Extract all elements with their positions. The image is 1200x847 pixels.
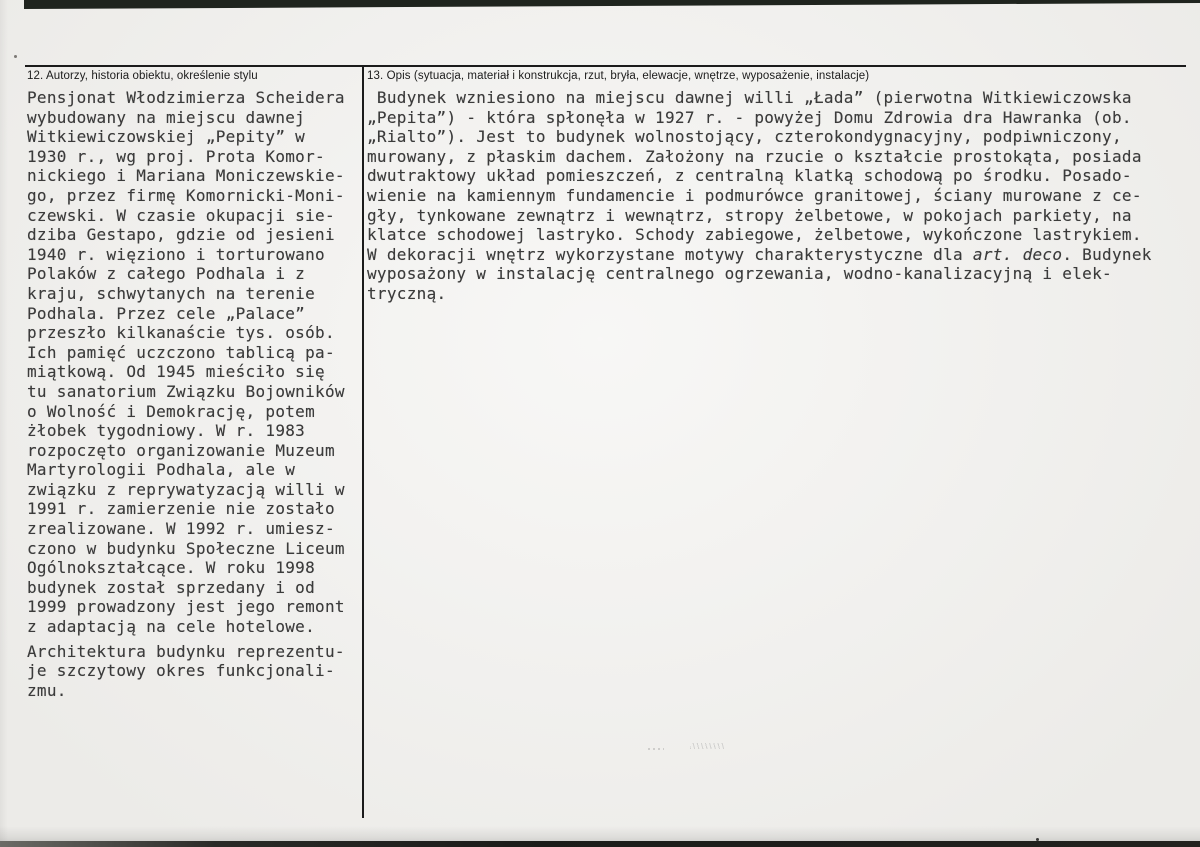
typed-text-line: 1940 r. więziono i torturowano <box>27 244 325 264</box>
typed-text-line: Polaków z całego Podhala i z <box>27 264 306 284</box>
typed-text-line: W dekoracji wnętrz wykorzystane motywy charakterystyczne dla art. deco. Budynek <box>367 244 1152 264</box>
field-12-label: 12. Autorzy, historia obiektu, określenie stylu <box>27 70 258 82</box>
field-13-label: 13. Opis (sytuacja, materiał i konstrukcja, rzut, bryła, elewacje, wnętrze, wyposażenie, instalacje) <box>367 70 870 82</box>
typed-text-line: przeszło kilkanaście tys. osób. <box>27 323 335 343</box>
typed-text-line: murowany, z płaskim dachem. Założony na rzucie o kształcie prostokąta, posiada <box>367 146 1142 166</box>
scan-speck <box>14 55 17 58</box>
typed-text-line: klatce schodowej lastryko. Schody zabiegowe, żelbetowe, wykończone lastrykiem. <box>367 225 1142 245</box>
typed-text-line: zmu. <box>27 680 67 700</box>
scan-edge-bottom <box>0 841 1200 847</box>
typed-text-line: tryczną. <box>367 283 447 303</box>
field-12-typed-text <box>27 88 359 700</box>
typed-text-line: 1999 prowadzony jest jego remont <box>27 597 345 617</box>
column-divider-rule <box>362 65 364 818</box>
typed-text-line: kraju, schwytanych na terenie <box>27 283 316 303</box>
field-13-description <box>367 69 1189 304</box>
typed-text-line: rozpoczęto organizowanie Muzeum <box>27 440 335 460</box>
typed-text-line: czewski. W czasie okupacji sie- <box>27 205 335 225</box>
typed-text-line: z adaptacją na cele hotelowe. <box>27 617 316 637</box>
typed-text-line: dwutraktowy układ pomieszczeń, z centralną klatką schodową po środku. Posado- <box>367 166 1132 186</box>
faint-pencil-mark <box>690 743 724 749</box>
typed-text-line: żłobek tygodniowy. W r. 1983 <box>27 421 306 441</box>
typed-text-line: Martyrologii Podhala, ale w <box>27 460 296 480</box>
typed-text-line: go, przez firmę Komornicki-Moni- <box>27 185 345 205</box>
field-12-authors-history-style <box>27 69 359 700</box>
typed-text-line: wybudowany na miejscu dawnej <box>27 107 306 127</box>
typed-text-line: Pensjonat Włodzimierza Scheidera <box>27 88 345 107</box>
faint-pencil-mark <box>648 748 664 750</box>
typed-text-line: gły, tynkowane zewnątrz i wewnątrz, stropy żelbetowe, w pokojach parkiety, na <box>367 205 1132 225</box>
typed-text-line: Podhala. Przez cele „Palace” <box>27 303 306 323</box>
typed-text-line: 1930 r., wg proj. Prota Komor- <box>27 146 325 166</box>
typed-text-line: tu sanatorium Związku Bojowników <box>27 381 345 401</box>
typed-text-line: dziba Gestapo, gdzie od jesieni <box>27 225 335 245</box>
typed-text-line: nickiego i Mariana Moniczewskie- <box>27 166 345 186</box>
typed-text-line: związku z reprywatyzacją willi w <box>27 479 345 499</box>
typed-text-line: Architektura budynku reprezentu- <box>27 641 345 661</box>
typed-text-line: Witkiewiczowskiej „Pepity” w <box>27 127 306 147</box>
typed-text-line: 1991 r. zamierzenie nie zostało <box>27 499 335 519</box>
typed-text-line: budynek został sprzedany i od <box>27 577 316 597</box>
form-top-rule <box>25 65 1186 67</box>
typed-text-line: je szczytowy okres funkcjonali- <box>27 661 335 681</box>
scan-edge-top <box>0 0 1200 9</box>
scan-shadow-bottom <box>0 826 1200 842</box>
typed-text-line: Ogólnokształcące. W roku 1998 <box>27 558 316 578</box>
typed-text-line: zrealizowane. W 1992 r. umiesz- <box>27 519 335 539</box>
typed-text-line: Budynek wzniesiono na miejscu dawnej willi „Łada” (pierwotna Witkiewiczowska <box>367 88 1132 107</box>
typed-text-line: miątkową. Od 1945 mieściło się <box>27 362 325 382</box>
typed-text-line: o Wolność i Demokrację, potem <box>27 401 316 421</box>
typed-text-line: Ich pamięć uczczono tablicą pa- <box>27 342 335 362</box>
typed-text-line: wienie na kamiennym fundamencie i podmurówce granitowej, ściany murowane z ce- <box>367 185 1142 205</box>
typed-text-line: czono w budynku Społeczne Liceum <box>27 538 345 558</box>
field-13-typed-text <box>367 88 1189 304</box>
typed-text-line: wyposażony w instalację centralnego ogrzewania, wodno-kanalizacyjną i elek- <box>367 264 1112 284</box>
typed-text-line: „Rialto”). Jest to budynek wolnostojący, czterokondygnacyjny, podpiwniczony, <box>367 127 1122 147</box>
typed-text-line: „Pepita”) - która spłonęła w 1927 r. - powyżej Domu Zdrowia dra Hawranka (ob. <box>367 107 1132 127</box>
